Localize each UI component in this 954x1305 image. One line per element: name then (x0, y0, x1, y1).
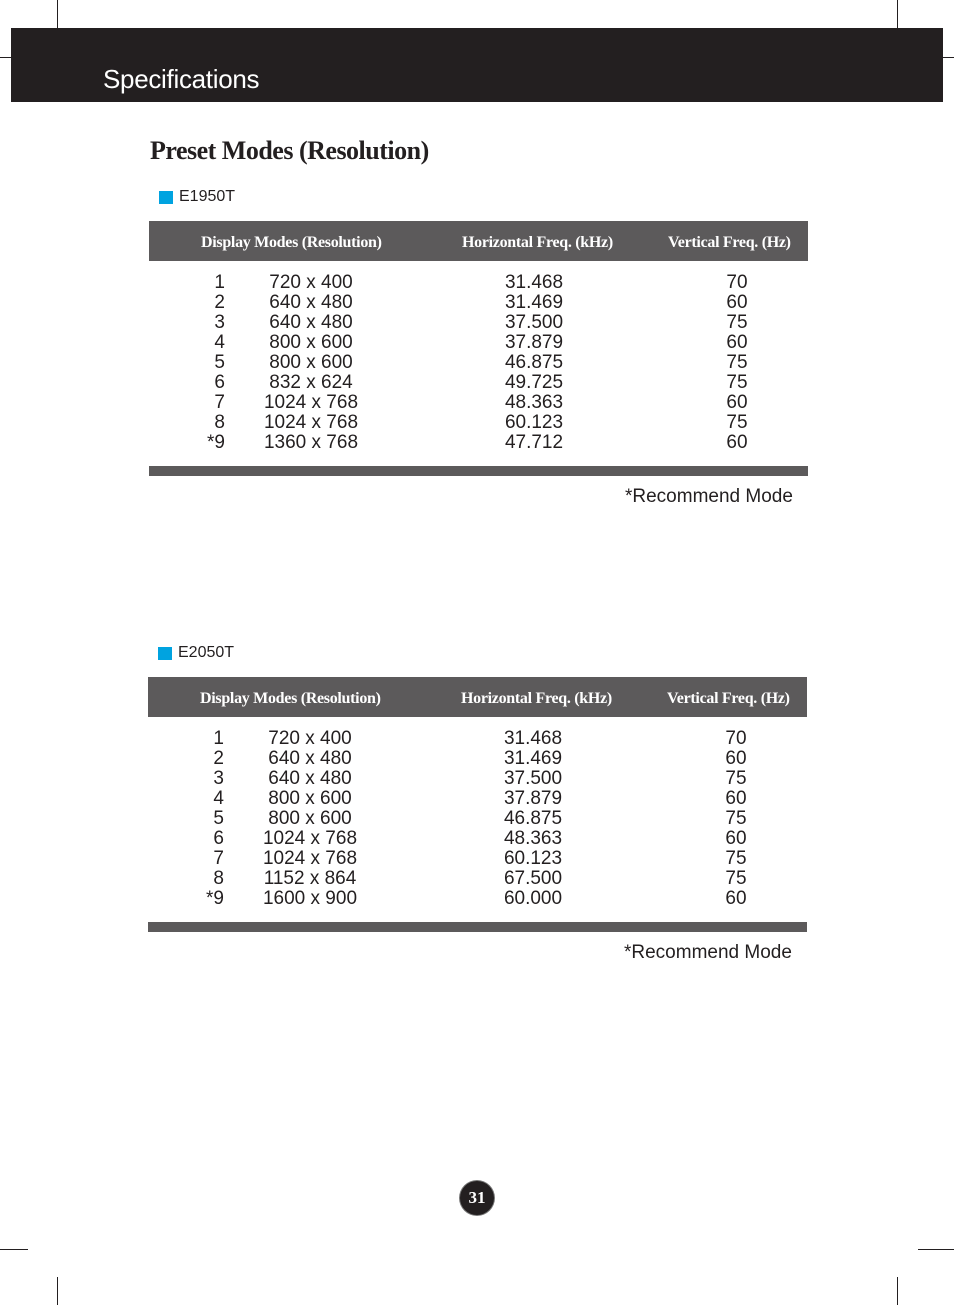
table-cell-no: 8 (213, 868, 224, 889)
table-cell-no: 7 (214, 392, 225, 413)
vertical-freq-column (719, 273, 755, 453)
table-cell-resolution: 1024 x 768 (262, 848, 358, 869)
crop-mark (0, 57, 11, 58)
table-cell-resolution: 1024 x 768 (262, 828, 358, 849)
table-cell-resolution: 720 x 400 (269, 272, 353, 293)
table-cell-v-freq: 60 (726, 332, 748, 353)
crop-mark (0, 1249, 28, 1250)
table-cell-h-freq: 37.879 (503, 788, 563, 809)
horizontal-freq-column (501, 729, 565, 909)
table-cell-h-freq: 48.363 (503, 828, 563, 849)
crop-mark (943, 57, 954, 58)
table-cell-h-freq: 60.123 (503, 848, 563, 869)
table-cell-resolution: 1360 x 768 (263, 432, 359, 453)
resolution-column (249, 273, 373, 453)
header-bar (11, 28, 943, 102)
table-cell-resolution: 1024 x 768 (263, 412, 359, 433)
table-cell-h-freq: 60.123 (504, 412, 564, 433)
column-header-display-modes: Display Modes (Resolution) (200, 690, 381, 707)
table-cell-no: 3 (213, 768, 224, 789)
table-cell-resolution: 832 x 624 (269, 372, 353, 393)
table-cell-v-freq: 75 (725, 848, 747, 869)
table-cell-h-freq: 46.875 (503, 808, 563, 829)
table-cell-no: 7 (213, 848, 224, 869)
table-cell-v-freq: 60 (725, 748, 747, 769)
page-heading: Preset Modes (Resolution) (150, 136, 429, 165)
column-header-horizontal-freq: Horizontal Freq. (kHz) (461, 690, 612, 707)
table-cell-resolution: 720 x 400 (268, 728, 352, 749)
table-cell-no: 1 (213, 728, 224, 749)
model-label-row (158, 644, 234, 662)
table-cell-no: 8 (214, 412, 225, 433)
table-header (148, 677, 807, 717)
table-cell-v-freq: 70 (725, 728, 747, 749)
table-cell-resolution: 1600 x 900 (262, 888, 358, 909)
table-cell-v-freq: 75 (726, 352, 748, 373)
horizontal-freq-column (502, 273, 566, 453)
table-cell-h-freq: 47.712 (504, 432, 564, 453)
table-cell-no: 4 (214, 332, 225, 353)
table-cell-resolution: 640 x 480 (269, 292, 353, 313)
crop-mark (57, 1277, 58, 1305)
table-cell-h-freq: 37.879 (504, 332, 564, 353)
table-footer-rule (148, 922, 807, 932)
vertical-freq-column (718, 729, 754, 909)
table-cell-h-freq: 31.468 (503, 728, 563, 749)
table-cell-h-freq: 46.875 (504, 352, 564, 373)
table-cell-v-freq: 60 (725, 828, 747, 849)
table-cell-no: 6 (214, 372, 225, 393)
mode-number-column (198, 729, 224, 909)
table-cell-resolution: 800 x 600 (268, 808, 352, 829)
recommend-mode-note: *Recommend Mode (624, 942, 792, 963)
recommend-mode-note: *Recommend Mode (625, 486, 793, 507)
table-cell-resolution: 800 x 600 (268, 788, 352, 809)
header-title: Specifications (103, 64, 260, 94)
table-cell-resolution: 640 x 480 (268, 768, 352, 789)
resolution-column (248, 729, 372, 909)
table-cell-v-freq: 75 (726, 372, 748, 393)
table-cell-no: *9 (206, 888, 224, 909)
crop-mark (57, 0, 58, 28)
table-cell-v-freq: 60 (726, 292, 748, 313)
mode-number-column (199, 273, 225, 453)
page-number: 31 (460, 1181, 494, 1215)
table-cell-v-freq: 60 (725, 888, 747, 909)
table-cell-no: 3 (214, 312, 225, 333)
table-cell-no: *9 (207, 432, 225, 453)
table-cell-no: 5 (214, 352, 225, 373)
table-cell-resolution: 800 x 600 (269, 352, 353, 373)
table-cell-no: 2 (214, 292, 225, 313)
table-cell-h-freq: 60.000 (503, 888, 563, 909)
table-cell-v-freq: 60 (726, 432, 748, 453)
table-cell-v-freq: 75 (725, 808, 747, 829)
table-cell-h-freq: 67.500 (503, 868, 563, 889)
table-cell-resolution: 640 x 480 (269, 312, 353, 333)
table-cell-no: 2 (213, 748, 224, 769)
crop-mark (897, 0, 898, 28)
table-cell-h-freq: 31.469 (504, 292, 564, 313)
table-cell-v-freq: 60 (726, 392, 748, 413)
table-cell-v-freq: 75 (726, 312, 748, 333)
column-header-vertical-freq: Vertical Freq. (Hz) (667, 690, 790, 707)
table-cell-v-freq: 60 (725, 788, 747, 809)
table-cell-resolution: 640 x 480 (268, 748, 352, 769)
table-cell-no: 4 (213, 788, 224, 809)
model-label-row (159, 188, 235, 206)
table-cell-resolution: 1024 x 768 (263, 392, 359, 413)
table-cell-v-freq: 75 (725, 868, 747, 889)
table-cell-no: 1 (214, 272, 225, 293)
table-cell-no: 6 (213, 828, 224, 849)
model-marker-icon (158, 647, 172, 660)
column-header-display-modes: Display Modes (Resolution) (201, 234, 382, 251)
model-name: E2050T (178, 644, 235, 661)
table-cell-resolution: 1152 x 864 (263, 868, 357, 889)
table-footer-rule (149, 466, 808, 476)
table-cell-v-freq: 70 (726, 272, 748, 293)
table-cell-h-freq: 37.500 (503, 768, 563, 789)
table-cell-h-freq: 31.469 (503, 748, 563, 769)
table-cell-resolution: 800 x 600 (269, 332, 353, 353)
column-header-horizontal-freq: Horizontal Freq. (kHz) (462, 234, 613, 251)
model-marker-icon (159, 191, 173, 204)
crop-mark (897, 1277, 898, 1305)
table-cell-h-freq: 48.363 (504, 392, 564, 413)
table-cell-v-freq: 75 (726, 412, 748, 433)
table-cell-h-freq: 31.468 (504, 272, 564, 293)
column-header-vertical-freq: Vertical Freq. (Hz) (668, 234, 791, 251)
crop-mark (918, 1249, 954, 1250)
table-cell-h-freq: 37.500 (504, 312, 564, 333)
table-cell-no: 5 (213, 808, 224, 829)
table-cell-v-freq: 75 (725, 768, 747, 789)
table-cell-h-freq: 49.725 (504, 372, 564, 393)
model-name: E1950T (179, 188, 236, 205)
table-header (149, 221, 808, 261)
